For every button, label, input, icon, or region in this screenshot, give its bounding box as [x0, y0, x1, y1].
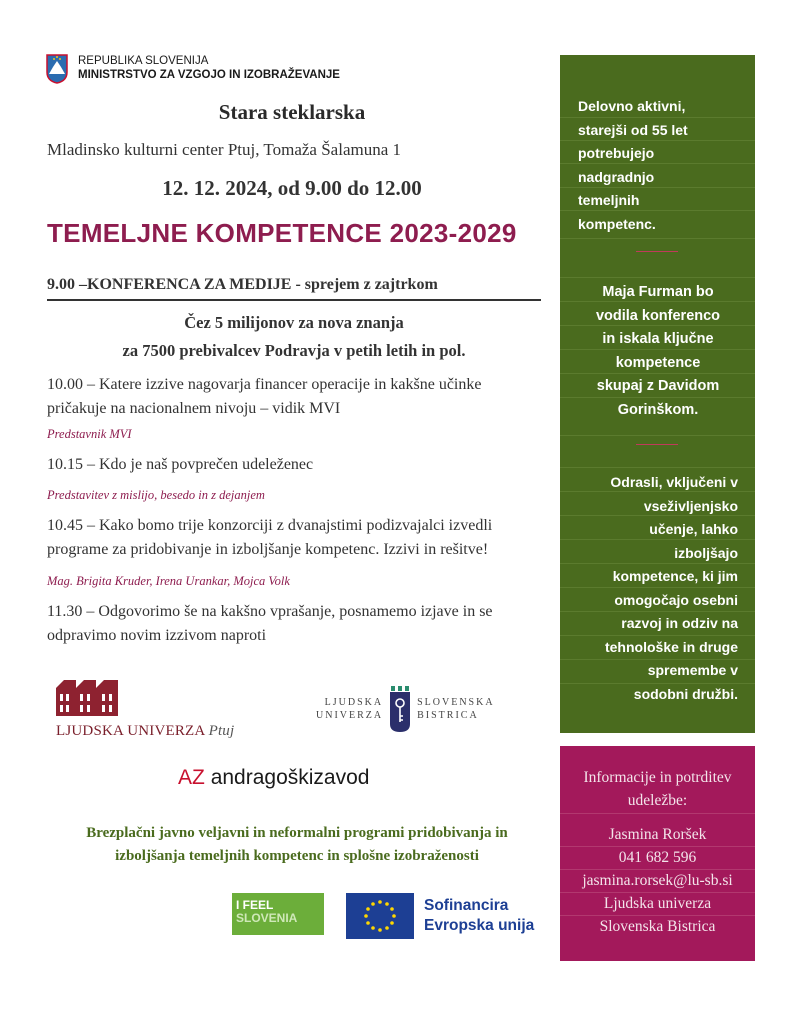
contact-heading-line2: udeležbe: — [627, 792, 688, 809]
contact-details — [560, 823, 755, 938]
sidebar-text: tehnološke in druge — [604, 638, 738, 655]
sidebar-text: omogočajo osebni — [614, 591, 738, 608]
contact-heading — [560, 766, 755, 812]
sidebar-text: starejši od 55 let — [578, 121, 688, 138]
eu-flag-icon — [346, 893, 414, 939]
contact-org-line1: Ljudska univerza — [603, 895, 712, 912]
sidebar-text: sodobni družbi. — [633, 685, 738, 702]
sidebar-text: razvoj in odziv na — [621, 615, 738, 631]
program-item-1: 10.00 – Katere izzive nagovarja financer operacije in kakšne učinke pričakuje na nacionalnem nivoju – vidik MVI — [47, 376, 482, 417]
speaker-2: Predstavitev z mislijo, besedo in z dejanjem — [47, 488, 265, 502]
sidebar-block-2 — [572, 281, 744, 422]
sidebar-text: Gorinškom. — [617, 401, 699, 418]
subtitle-line1: Čez 5 milijonov za nova znanja — [184, 313, 404, 332]
sidebar-text: kompetenc. — [578, 215, 656, 232]
info-sidebar — [560, 55, 755, 733]
sidebar-separator — [636, 251, 678, 252]
sidebar-text: vodila konferenco — [595, 307, 721, 324]
castle-key-icon — [389, 686, 411, 732]
lu-sb-left1: LJUDSKA — [324, 697, 384, 708]
lu-sb-right1: SLOVENSKA — [417, 697, 495, 708]
sidebar-text: in iskala ključne — [602, 331, 714, 347]
sidebar-text: skupaj z Davidom — [596, 378, 720, 394]
slovenia-coat-of-arms-icon — [46, 54, 68, 84]
venue-name: Stara steklarska — [218, 100, 366, 124]
az-name: andragoškizavod — [210, 766, 370, 789]
sidebar-text: učenje, lahko — [649, 521, 738, 537]
venue-address: Mladinsko kulturni center Ptuj, Tomaža Šalamuna 1 — [47, 140, 402, 159]
sidebar-text: Odrasli, vključeni v — [610, 474, 738, 490]
eu-cofunding-logo — [346, 893, 534, 939]
contact-box — [560, 746, 755, 961]
program-item-2: 10.15 – Kdo je naš povprečen udeleženec — [47, 456, 314, 473]
contact-email-link[interactable]: jasmina.rorsek@lu-sb.si — [582, 872, 733, 889]
eu-line1: Sofinancira — [424, 897, 509, 914]
sidebar-text: kompetence, ki jim — [612, 568, 738, 584]
speaker-3: Mag. Brigita Kruder, Irena Urankar, Mojca Volk — [47, 574, 290, 588]
program-item-4: 11.30 – Odgovorimo še na kakšno vprašanje, posnamemo izjave in se odpravimo novim izzivom naproti — [47, 603, 493, 644]
sidebar-text: temeljnih — [578, 192, 640, 208]
sidebar-text: vseživljenjsko — [643, 497, 738, 514]
ministry-line2: MINISTRSTVO ZA VZGOJO IN IZOBRAŽEVANJE — [78, 69, 340, 81]
sidebar-separator — [636, 444, 678, 445]
footer-text — [47, 822, 547, 868]
eu-line2: Evropska unija — [424, 917, 535, 934]
contact-org-line2: Slovenska Bistrica — [599, 918, 716, 935]
contact-phone[interactable]: 041 682 596 — [618, 849, 697, 866]
conference-line: 9.00 –KONFERENCA ZA MEDIJE - sprejem z zajtrkom — [47, 276, 438, 293]
speaker-1: Predstavnik MVI — [47, 427, 132, 441]
sidebar-text: spremembe v — [647, 662, 738, 678]
sidebar-text: potrebujejo — [578, 145, 655, 161]
sidebar-text: Maja Furman bo — [602, 284, 714, 300]
az-mark: AZ — [178, 766, 205, 789]
lu-sb-right2: BISTRICA — [417, 710, 479, 721]
lu-ptuj-city: Ptuj — [208, 723, 235, 739]
building-icon — [56, 680, 118, 716]
lu-sb-left2: UNIVERZA — [316, 710, 384, 721]
sidebar-block-1 — [578, 95, 748, 236]
footer-line1: Brezplačni javno veljavni in neformalni programi pridobivanja in — [86, 825, 508, 841]
sidebar-text: kompetence — [615, 354, 701, 371]
sidebar-text: Delovno aktivni, — [578, 98, 686, 114]
ministry-logo — [46, 54, 340, 84]
footer-line2: izboljšanja temeljnih kompetenc in splošne izobraženosti — [115, 848, 479, 864]
lu-ptuj-logo — [56, 680, 234, 740]
contact-name: Jasmina Roršek — [608, 826, 707, 843]
i-feel-slovenia-logo — [232, 893, 324, 935]
program-item-3: 10.45 – Kako bomo trije konzorciji z dvanajstimi podizvajalci izvedli programe za pridobivanje in izboljšanje kompetenc. Izzivi in rešitve! — [47, 517, 493, 558]
lu-ptuj-name: LJUDSKA UNIVERZA — [56, 723, 205, 739]
az-logo — [178, 766, 369, 790]
ifeel-line1: I FEEL — [236, 898, 274, 912]
ifeel-line2: SLOVENIA — [236, 911, 298, 925]
lu-sb-logo — [316, 686, 495, 732]
subtitle-line2: za 7500 prebivalcev Podravja v petih letih in pol. — [122, 341, 466, 360]
contact-heading-line1: Informacije in potrditev — [583, 769, 732, 786]
sidebar-block-3 — [574, 471, 738, 706]
divider — [47, 299, 541, 301]
sidebar-text: izboljšajo — [674, 544, 738, 561]
page-title: TEMELJNE KOMPETENCE 2023-2029 — [47, 218, 517, 248]
sidebar-text: nadgradnjo — [578, 168, 655, 185]
ministry-line1: REPUBLIKA SLOVENIJA — [78, 55, 209, 67]
event-datetime: 12. 12. 2024, od 9.00 do 12.00 — [162, 176, 422, 200]
